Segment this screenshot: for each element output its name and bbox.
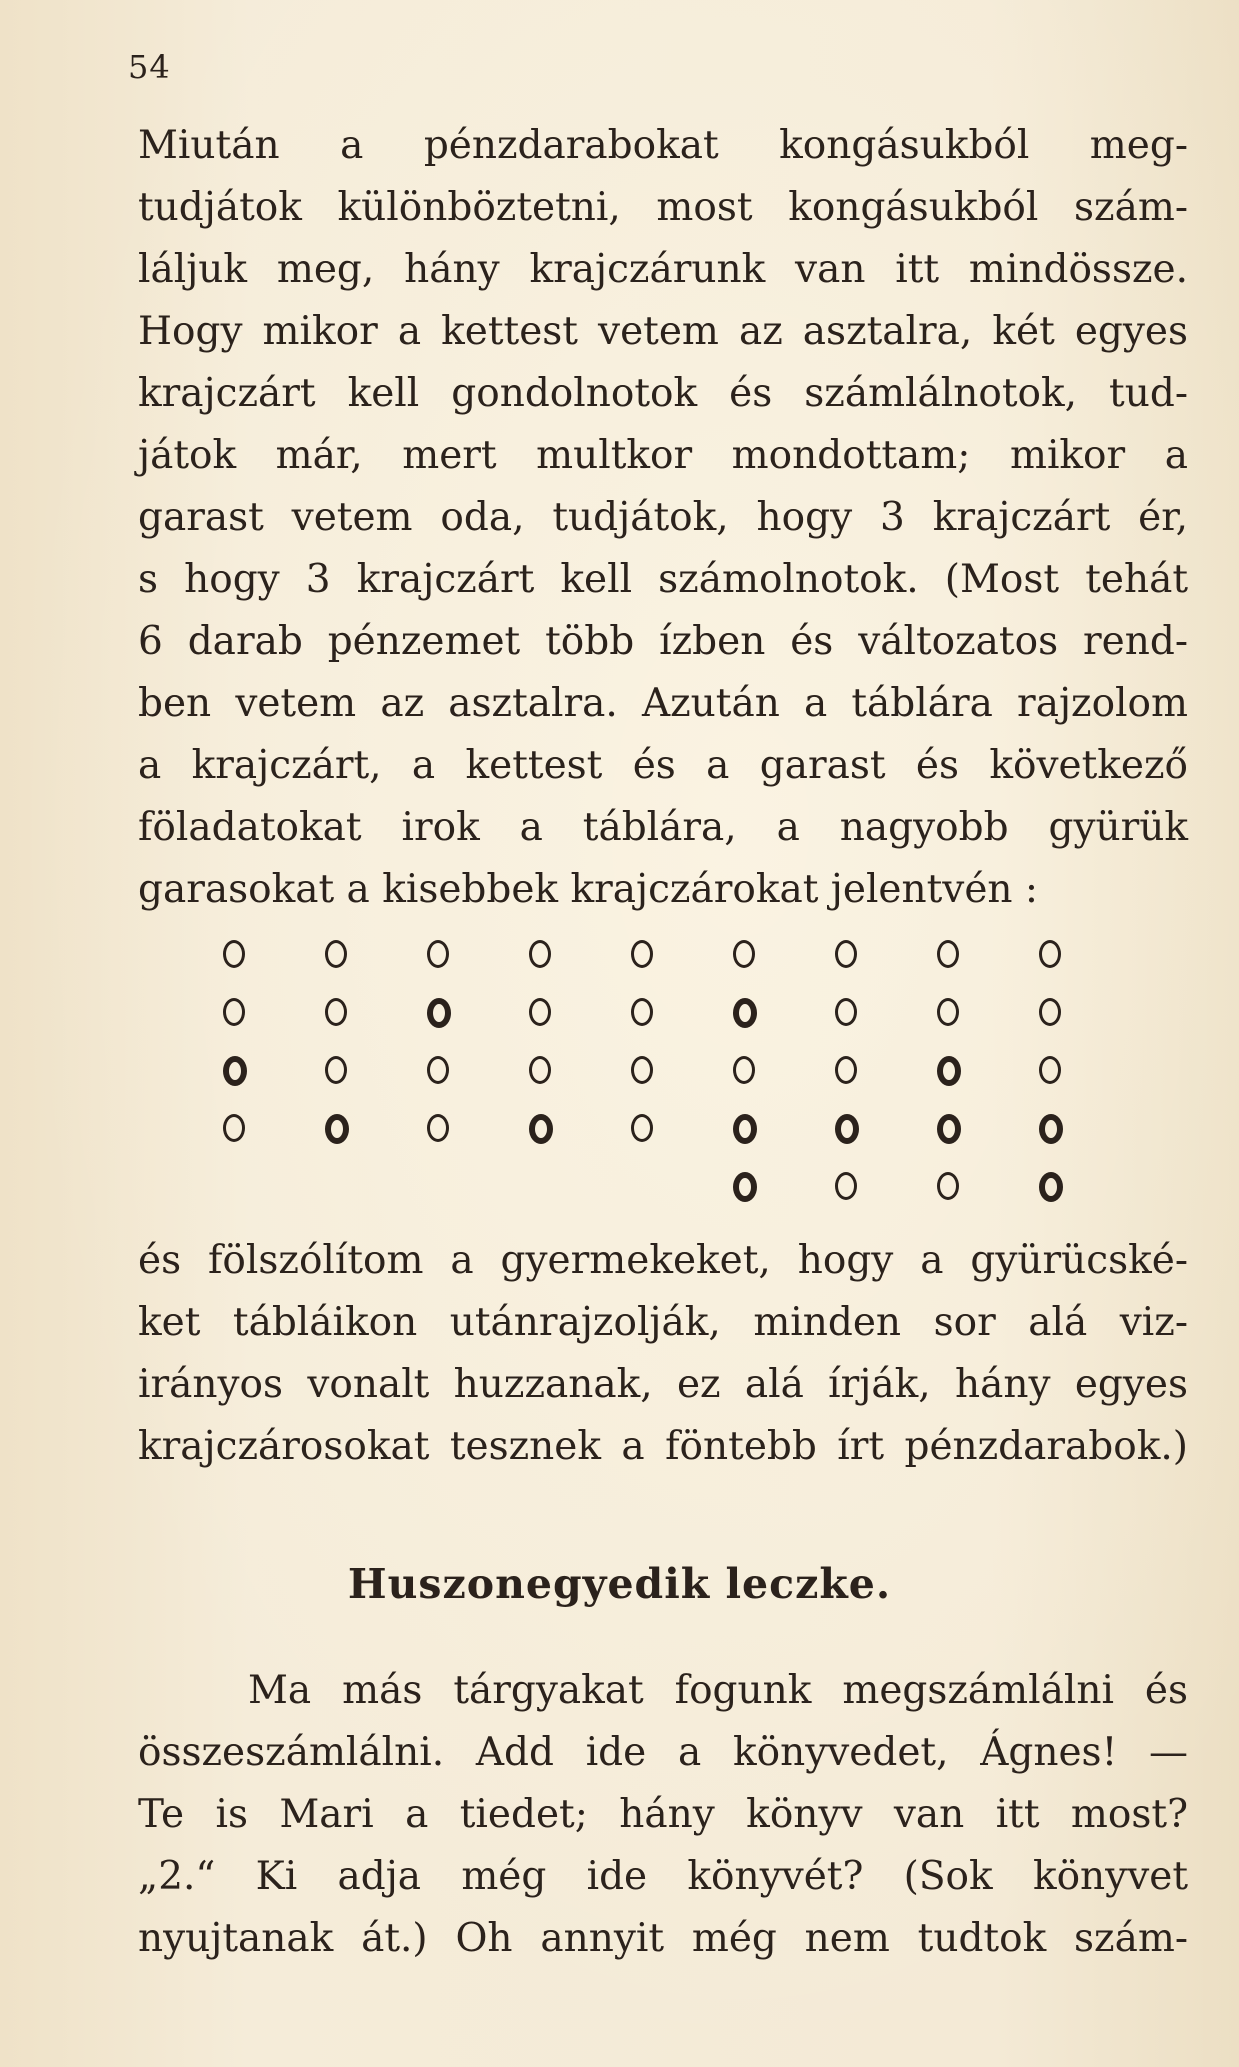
krajczar-ring-icon [325, 998, 347, 1026]
krajczar-ring-icon [529, 940, 551, 968]
text-line: tudjátok különböztetni, most kongásukból szám- [138, 185, 1188, 230]
krajczar-ring-icon [631, 1114, 653, 1142]
paragraph-lesson [138, 1660, 1188, 1970]
coin-row [223, 1046, 1103, 1104]
text-line: Te is Mari a tiedet; hány könyv van itt most? [138, 1792, 1188, 1837]
garas-ring-icon [733, 998, 757, 1028]
garas-ring-icon [223, 1056, 247, 1086]
garas-ring-icon [937, 1056, 961, 1086]
krajczar-ring-icon [1039, 1056, 1061, 1084]
text-line: és fölszólítom a gyermekeket, hogy a gyürücské- [138, 1238, 1188, 1283]
text-line: összeszámlálni. Add ide a könyvedet, Ágnes! — [138, 1730, 1188, 1775]
paragraph-intro [138, 115, 1188, 921]
krajczar-ring-icon [835, 1172, 857, 1200]
text-line: garasokat a kisebbek krajczárokat jelentvén : [138, 867, 1039, 912]
krajczar-ring-icon [1039, 998, 1061, 1026]
text-line: láljuk meg, hány krajczárunk van itt mindössze. [138, 247, 1188, 292]
garas-ring-icon [1039, 1114, 1063, 1144]
coin-exercise-grid [223, 930, 1103, 1220]
paragraph-instructions [138, 1230, 1188, 1478]
garas-ring-icon [733, 1172, 757, 1202]
krajczar-ring-icon [427, 940, 449, 968]
garas-ring-icon [835, 1114, 859, 1144]
text-line: Miután a pénzdarabokat kongásukból meg- [138, 123, 1188, 168]
krajczar-ring-icon [631, 1056, 653, 1084]
garas-ring-icon [1039, 1172, 1063, 1202]
text-line: Hogy mikor a kettest vetem az asztalra, két egyes [138, 309, 1188, 354]
krajczar-ring-icon [529, 1056, 551, 1084]
garas-ring-icon [937, 1114, 961, 1144]
coin-row [223, 1162, 1103, 1220]
text-line: krajczárosokat tesznek a föntebb írt pénzdarabok.) [138, 1424, 1188, 1469]
text-line: ben vetem az asztalra. Azután a táblára rajzolom [138, 681, 1188, 726]
text-line: ket tábláikon utánrajzolják, minden sor alá viz- [138, 1300, 1188, 1345]
page-number: 54 [128, 48, 171, 86]
krajczar-ring-icon [835, 998, 857, 1026]
krajczar-ring-icon [733, 1056, 755, 1084]
krajczar-ring-icon [325, 940, 347, 968]
krajczar-ring-icon [937, 940, 959, 968]
garas-ring-icon [427, 998, 451, 1028]
krajczar-ring-icon [223, 1114, 245, 1142]
text-line: 6 darab pénzemet több ízben és változatos rend- [138, 619, 1188, 664]
text-line: nyujtanak át.) Oh annyit még nem tudtok szám- [138, 1916, 1188, 1961]
krajczar-ring-icon [835, 940, 857, 968]
text-line: játok már, mert multkor mondottam; mikor a [138, 433, 1188, 478]
krajczar-ring-icon [937, 998, 959, 1026]
coin-row [223, 988, 1103, 1046]
text-line: krajczárt kell gondolnotok és számlálnotok, tud- [138, 371, 1188, 416]
text-line: Ma más tárgyakat fogunk megszámlálni és [248, 1668, 1188, 1713]
coin-row [223, 930, 1103, 988]
krajczar-ring-icon [733, 940, 755, 968]
krajczar-ring-icon [937, 1172, 959, 1200]
garas-ring-icon [529, 1114, 553, 1144]
text-line: irányos vonalt huzzanak, ez alá írják, hány egyes [138, 1362, 1188, 1407]
lesson-heading: Huszonegyedik leczke. [347, 1560, 892, 1608]
text-line: s hogy 3 krajczárt kell számolnotok. (Most tehát [138, 557, 1188, 602]
krajczar-ring-icon [529, 998, 551, 1026]
krajczar-ring-icon [835, 1056, 857, 1084]
text-line: garast vetem oda, tudjátok, hogy 3 krajczárt ér, [138, 495, 1188, 540]
text-line: a krajczárt, a kettest és a garast és következő [138, 743, 1188, 788]
garas-ring-icon [325, 1114, 349, 1144]
krajczar-ring-icon [631, 998, 653, 1026]
krajczar-ring-icon [223, 998, 245, 1026]
krajczar-ring-icon [1039, 940, 1061, 968]
text-line: „2.“ Ki adja még ide könyvét? (Sok könyvet [138, 1854, 1188, 1899]
krajczar-ring-icon [325, 1056, 347, 1084]
krajczar-ring-icon [223, 940, 245, 968]
krajczar-ring-icon [427, 1056, 449, 1084]
krajczar-ring-icon [427, 1114, 449, 1142]
garas-ring-icon [733, 1114, 757, 1144]
krajczar-ring-icon [631, 940, 653, 968]
coin-row [223, 1104, 1103, 1162]
text-line: föladatokat irok a táblára, a nagyobb gyürük [138, 805, 1188, 850]
